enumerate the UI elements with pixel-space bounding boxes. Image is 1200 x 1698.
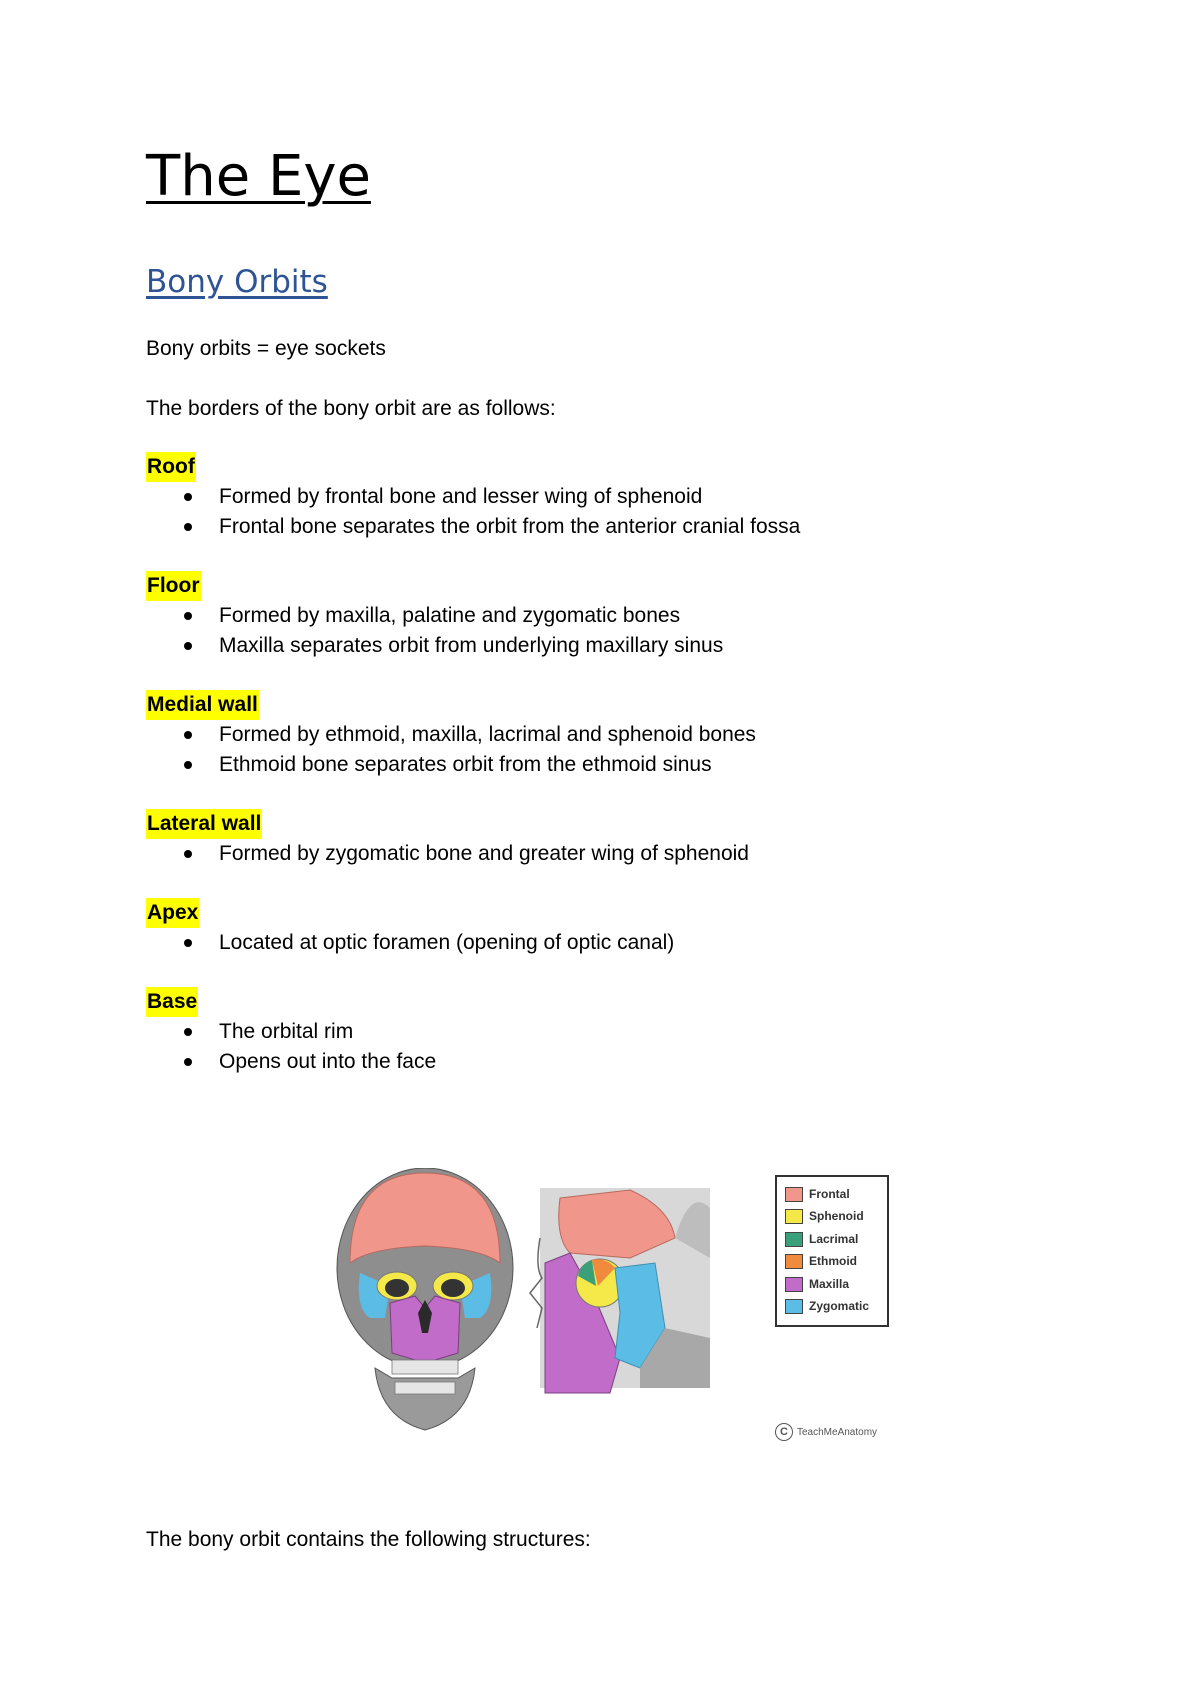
list-item: Opens out into the face xyxy=(146,1047,1106,1077)
border-label: Medial wall xyxy=(146,690,259,720)
legend-label: Ethmoid xyxy=(809,1254,857,1268)
border-apex xyxy=(146,898,1106,958)
legend-label: Maxilla xyxy=(809,1277,850,1291)
swatch-lacrimal xyxy=(785,1232,803,1247)
list-item: Maxilla separates orbit from underlying maxillary sinus xyxy=(146,631,1106,661)
border-label: Floor xyxy=(146,571,201,601)
section-heading: Bony Orbits xyxy=(146,264,328,300)
list-item: Located at optic foramen (opening of optic canal) xyxy=(146,928,1106,958)
closing-text: The bony orbit contains the following structures: xyxy=(146,1528,591,1551)
border-roof xyxy=(146,452,1106,542)
lateral-orbit-illustration xyxy=(530,1188,710,1393)
legend-label: Lacrimal xyxy=(809,1232,859,1246)
legend-item xyxy=(785,1185,850,1203)
border-floor xyxy=(146,571,1106,661)
legend-item xyxy=(785,1275,849,1293)
copyright-icon: C xyxy=(775,1423,793,1441)
intro-text: Bony orbits = eye sockets xyxy=(146,337,386,360)
credit-label: TeachMeAnatomy xyxy=(797,1426,878,1438)
list-item: Formed by zygomatic bone and greater wing of sphenoid xyxy=(146,839,1106,869)
anterior-skull-illustration xyxy=(337,1168,513,1430)
legend-item xyxy=(785,1297,869,1315)
lead-text: The borders of the bony orbit are as follows: xyxy=(146,397,556,420)
page-title: The Eye xyxy=(146,144,371,209)
border-base xyxy=(146,987,1106,1077)
swatch-ethmoid xyxy=(785,1254,803,1269)
list-item: Formed by ethmoid, maxilla, lacrimal and sphenoid bones xyxy=(146,720,1106,750)
list-item: Frontal bone separates the orbit from the anterior cranial fossa xyxy=(146,512,1106,542)
list-item: Ethmoid bone separates orbit from the ethmoid sinus xyxy=(146,750,1106,780)
border-label: Roof xyxy=(146,452,196,482)
legend-label: Zygomatic xyxy=(809,1299,870,1313)
border-label: Lateral wall xyxy=(146,809,262,839)
swatch-sphenoid xyxy=(785,1209,803,1224)
swatch-zygomatic xyxy=(785,1299,803,1314)
legend-item xyxy=(785,1252,857,1270)
figure-legend xyxy=(775,1175,889,1327)
swatch-maxilla xyxy=(785,1277,803,1292)
legend-item xyxy=(785,1230,858,1248)
swatch-frontal xyxy=(785,1187,803,1202)
legend-label: Sphenoid xyxy=(809,1209,864,1223)
legend-label: Frontal xyxy=(809,1187,850,1201)
legend-item xyxy=(785,1207,864,1225)
list-item: Formed by frontal bone and lesser wing of sphenoid xyxy=(146,482,1106,512)
border-lateral-wall xyxy=(146,809,1106,869)
border-label: Apex xyxy=(146,898,199,928)
image-credit xyxy=(775,1423,877,1441)
border-medial-wall xyxy=(146,690,1106,780)
list-item: Formed by maxilla, palatine and zygomatic bones xyxy=(146,601,1106,631)
border-label: Base xyxy=(146,987,198,1017)
list-item: The orbital rim xyxy=(146,1017,1106,1047)
